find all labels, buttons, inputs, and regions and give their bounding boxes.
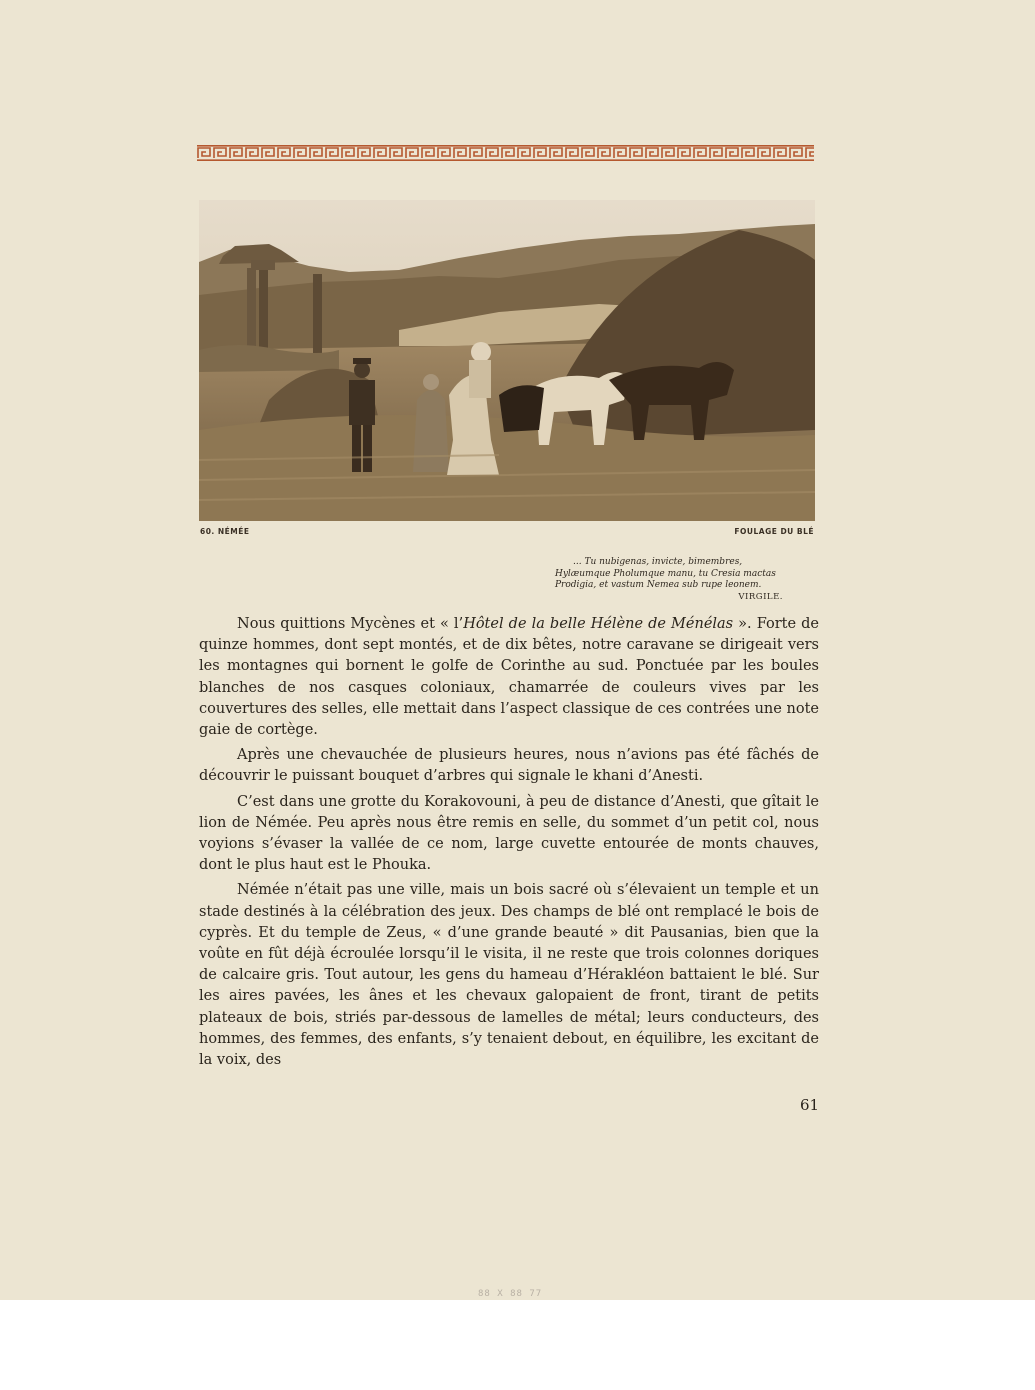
body-text xyxy=(199,614,819,1075)
epigraph xyxy=(555,557,813,603)
paragraph-2: Après une chevauchée de plusieurs heures, nous n’avions pas été fâchés de découvrir le puissant bouquet d’arbres qui signale le khani d’Anesti. xyxy=(199,747,819,785)
paragraph-1-start: Nous quittions Mycènes et « l’ xyxy=(237,616,464,632)
epigraph-line: Prodigia, et vastum Nemea sub rupe leonem. xyxy=(555,580,762,590)
photo-caption-number: 60. NÉMÉE xyxy=(200,527,250,536)
epigraph-line: Hylæumque Pholumque manu, tu Cresia mactas xyxy=(555,568,776,579)
paragraph-4: Némée n’était pas une ville, mais un bois sacré où s’élevaient un temple et un stade destinés à la célébration des jeux. Des champs de blé ont remplacé le bois de cyprès. Et du temple de Zeus, « d’une grande beauté » dit Pausanias, bien que la voûte en fût déjà écroulée lorsqu’il le visita, il ne reste que trois colonnes doriques de calcaire gris. Tout autour, les gens du hameau d’Hérakléon battaient le blé. Sur les aires pavées, les ânes et les chevaux galopaient de front, tirant de petits plateaux de bois, striés par-dessous de lamelles de métal; leurs conducteurs, des hommes, des femmes, des enfants, s’y tenaient debout, en équilibre, les excitant de la voix, des xyxy=(199,882,819,1069)
paragraph-1 xyxy=(199,614,819,741)
greek-key-ornament xyxy=(197,145,814,161)
photo-caption-title: FOULAGE DU BLÉ xyxy=(734,527,814,536)
threshing-photograph xyxy=(199,200,815,521)
page-number: 61 xyxy=(800,1096,820,1114)
hotel-name: Hôtel de la belle Hélène de Ménélas xyxy=(463,616,734,632)
epigraph-author: VIRGILE. xyxy=(738,591,783,602)
paragraph-3: C’est dans une grotte du Korakovouni, à peu de distance d’Anesti, que gîtait le lion de Némée. Peu après nous être remis en selle, du sommet d’un petit col, nous voyions s’évaser la vallée de ce nom, large cuvette entourée de monts chauves, dont le plus haut est le Phouka. xyxy=(199,793,819,874)
epigraph-line: ... Tu nubigenas, invicte, bimembres, xyxy=(573,557,743,567)
paragraph-1-end: ». Forte de quinze hommes, dont sept montés, et de dix bêtes, notre caravane se dirigeait vers les montagnes qui bornent le golfe de Corinthe au sud. Ponctuée par les boules blanches de nos casques coloniaux, chamarrée de couleurs vives par les couvertures des selles, elle mettait dans l’aspect classique de ces contrées une note gaie de cortège. xyxy=(199,616,819,739)
shelf-stamp: 88 X 88 77 xyxy=(478,1289,543,1299)
